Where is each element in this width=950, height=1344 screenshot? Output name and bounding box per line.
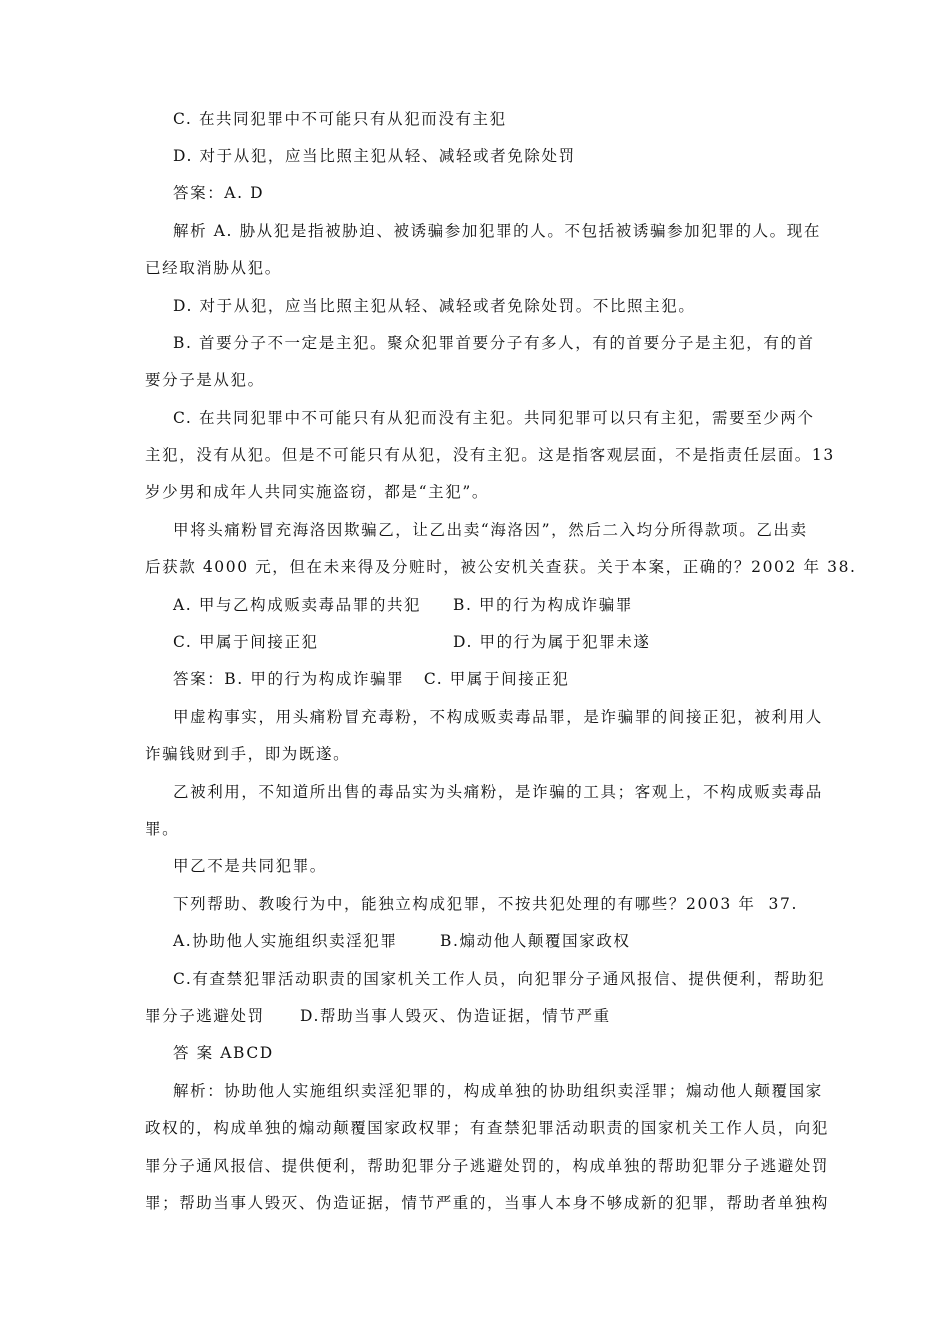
analysis-para-line: B. 首要分子不一定是主犯。聚众犯罪首要分子有多人，有的首要分子是主犯，有的首 xyxy=(173,334,815,352)
answer-line: 答案：A. D xyxy=(173,184,265,202)
analysis-para-line: 政权的，构成单独的煽动颠覆国家政权罪；有查禁犯罪活动职责的国家机关工作人员，向犯 xyxy=(145,1119,830,1137)
analysis-para-line: 罪分子通风报信、提供便利，帮助犯罪分子逃避处罚的，构成单独的帮助犯罪分子逃避处罚 xyxy=(145,1157,830,1175)
analysis-para-line: 要分子是从犯。 xyxy=(145,371,265,389)
analysis-para-line: 解析 A. 胁从犯是指被胁迫、被诱骗参加犯罪的人。不包括被诱骗参加犯罪的人。现在 xyxy=(173,222,821,240)
option-b: B.煽动他人颠覆国家政权 xyxy=(440,932,631,950)
analysis-para-line: 诈骗钱财到手，即为既遂。 xyxy=(145,745,351,763)
question-line: 后获款 4000 元，但在未来得及分赃时，被公安机关查获。关于本案，正确的？2002 年 38. xyxy=(145,558,857,576)
option-d-line: D. 对于从犯，应当比照主犯从轻、减轻或者免除处罚 xyxy=(173,147,576,165)
analysis-para-line: C. 在共同犯罪中不可能只有从犯而没有主犯。共同犯罪可以只有主犯，需要至少两个 xyxy=(173,409,815,427)
analysis-para-line: 乙被利用，不知道所出售的毒品实为头痛粉，是诈骗的工具；客观上，不构成贩卖毒品 xyxy=(173,783,823,801)
answer-line: 答 案 ABCD xyxy=(173,1044,274,1062)
analysis-para-line: 甲虚构事实，用头痛粉冒充毒粉，不构成贩卖毒品罪，是诈骗罪的间接正犯，被利用人 xyxy=(173,708,823,726)
analysis-para-line: 解析：协助他人实施组织卖淫犯罪的，构成单独的协助组织卖淫罪；煽动他人颠覆国家 xyxy=(173,1082,823,1100)
option-a: A.协助他人实施组织卖淫犯罪 xyxy=(173,932,398,950)
question-line: 甲将头痛粉冒充海洛因欺骗乙，让乙出卖“海洛因”，然后二入均分所得款项。乙出卖 xyxy=(173,521,808,539)
option-b: B. 甲的行为构成诈骗罪 xyxy=(453,596,633,614)
answer-line: 答案：B. 甲的行为构成诈骗罪 C. 甲属于间接正犯 xyxy=(173,670,570,688)
option-a: A. 甲与乙构成贩卖毒品罪的共犯 xyxy=(173,596,422,614)
option-c-line: C. 在共同犯罪中不可能只有从犯而没有主犯 xyxy=(173,110,507,128)
analysis-para-line: 罪。 xyxy=(145,820,180,838)
option-c: C.有查禁犯罪活动职责的国家机关工作人员，向犯罪分子通风报信、提供便利，帮助犯 xyxy=(173,970,826,988)
option-d: D.帮助当事人毁灭、伪造证据，情节严重 xyxy=(300,1007,611,1025)
analysis-para-line: 岁少男和成年人共同实施盗窃，都是“主犯”。 xyxy=(145,483,489,501)
analysis-para-line: D. 对于从犯，应当比照主犯从轻、减轻或者免除处罚。不比照主犯。 xyxy=(173,297,696,315)
analysis-para-line: 已经取消胁从犯。 xyxy=(145,259,282,277)
option-c: C. 甲属于间接正犯 xyxy=(173,633,319,651)
analysis-para-line: 甲乙不是共同犯罪。 xyxy=(173,857,327,875)
analysis-para-line: 主犯，没有从犯。但是不可能只有从犯，没有主犯。这是指客观层面，不是指责任层面。13 xyxy=(145,446,835,464)
option-d: D. 甲的行为属于犯罪未遂 xyxy=(453,633,651,651)
question-line: 下列帮助、教唆行为中，能独立构成犯罪，不按共犯处理的有哪些？2003 年 37. xyxy=(173,895,798,913)
analysis-para-line: 罪；帮助当事人毁灭、伪造证据，情节严重的，当事人本身不够成新的犯罪，帮助者单独构 xyxy=(145,1194,830,1212)
option-c-cont: 罪分子逃避处罚 xyxy=(145,1007,265,1025)
